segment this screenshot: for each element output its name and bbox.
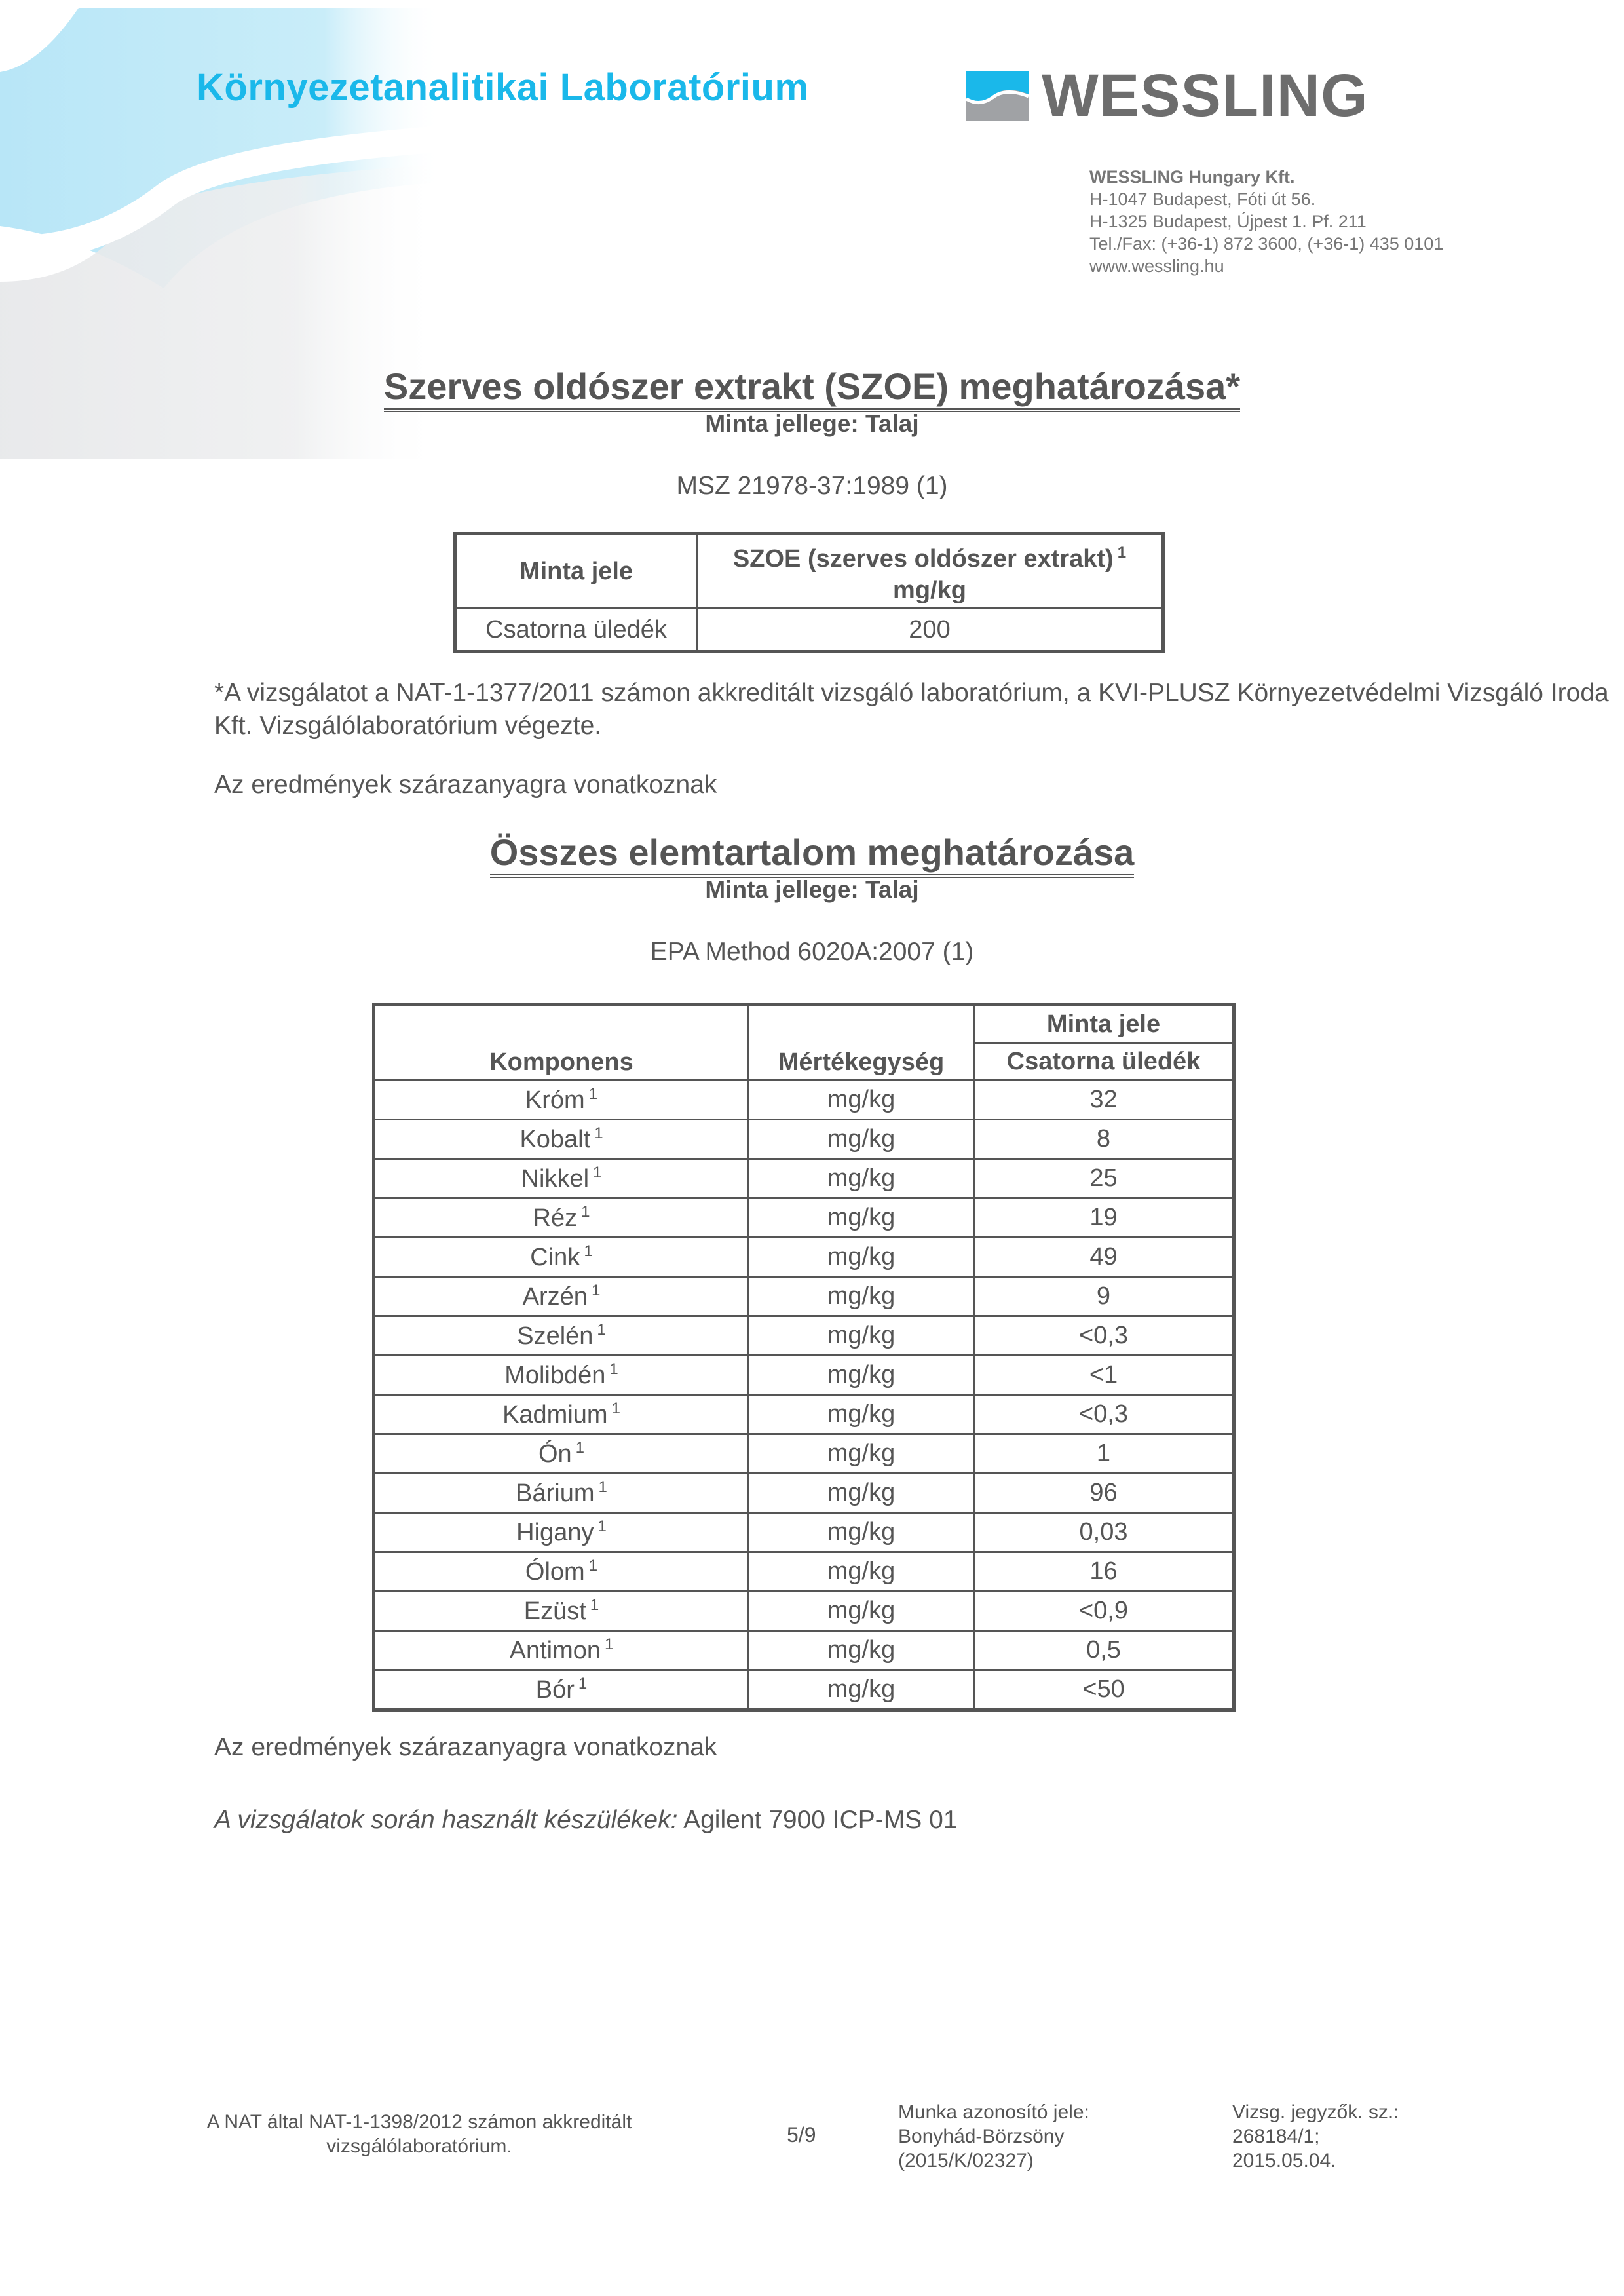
unit-header: Mértékegység (749, 1005, 974, 1081)
table-row (374, 1631, 1234, 1670)
component-cell (374, 1395, 749, 1434)
table-row (374, 1434, 1234, 1474)
component-name: Ólom (525, 1558, 585, 1586)
sample-header: Csatorna üledék (974, 1043, 1234, 1081)
table-row (374, 1159, 1234, 1198)
component-name: Kobalt (519, 1126, 591, 1153)
component-name: Kadmium (502, 1401, 608, 1428)
footnote-marker: 1 (597, 1518, 607, 1535)
value-cell: 19 (974, 1198, 1234, 1238)
unit-cell: mg/kg (749, 1592, 974, 1631)
report-label: Vizsg. jegyzők. sz.: (1232, 2101, 1399, 2123)
unit-cell: mg/kg (749, 1434, 974, 1474)
table-row (455, 609, 1163, 652)
element-results-table (372, 1003, 1236, 1712)
component-cell (374, 1631, 749, 1670)
table-row (374, 1356, 1234, 1395)
footer-work-id (898, 2100, 1089, 2173)
value-cell: 32 (974, 1081, 1234, 1120)
component-cell (374, 1277, 749, 1316)
component-cell (374, 1198, 749, 1238)
component-cell (374, 1120, 749, 1159)
company-name: WESSLING Hungary Kft. (1089, 167, 1295, 187)
component-name: Arzén (522, 1283, 588, 1311)
component-name: Bárium (516, 1480, 595, 1507)
unit-cell: mg/kg (749, 1356, 974, 1395)
component-name: Bór (535, 1676, 575, 1704)
footnote-marker: 1 (575, 1439, 585, 1457)
table-row (374, 1474, 1234, 1513)
szoe-header-label: SZOE (szerves oldószer extrakt) (732, 545, 1114, 573)
footnote-marker: 1 (597, 1321, 606, 1339)
footnote-marker: 1 (593, 1164, 602, 1181)
footnote-marker: 1 (581, 1203, 590, 1221)
component-cell (374, 1670, 749, 1710)
unit-cell: mg/kg (749, 1081, 974, 1120)
instrument-line (214, 1804, 958, 1837)
component-name: Antimon (509, 1637, 601, 1664)
report-date: 2015.05.04. (1232, 2150, 1336, 2172)
szoe-value-header (697, 534, 1163, 609)
unit-cell: mg/kg (749, 1395, 974, 1434)
footnote-marker: 1 (605, 1636, 614, 1653)
component-cell (374, 1474, 749, 1513)
footnote-marker: 1 (598, 1478, 607, 1496)
value-cell: <1 (974, 1356, 1234, 1395)
table-row (374, 1513, 1234, 1552)
dry-matter-note: Az eredmények szárazanyagra vonatkoznak (214, 771, 717, 799)
element-section-title-text: Összes elemtartalom meghatározása (490, 832, 1135, 878)
szoe-section-title-text: Szerves oldószer extrakt (SZOE) meghatározása* (384, 366, 1240, 412)
element-table-body (374, 1081, 1234, 1710)
component-header: Komponens (374, 1005, 749, 1081)
szoe-sample-type: Minta jellege: Talaj (705, 410, 919, 437)
component-cell (374, 1356, 749, 1395)
table-row (374, 1081, 1234, 1120)
footnote-marker: 1 (578, 1675, 588, 1693)
footer-accreditation (177, 2110, 662, 2158)
work-id-code: (2015/K/02327) (898, 2150, 1034, 2172)
footnote-marker: 1 (611, 1400, 620, 1417)
instrument-label: A vizsgálatok során használt készülékek: (214, 1806, 678, 1834)
instrument-value: Agilent 7900 ICP-MS 01 (683, 1806, 958, 1834)
component-name: Ón (538, 1440, 572, 1468)
component-name: Réz (533, 1204, 578, 1232)
table-row (374, 1592, 1234, 1631)
component-cell (374, 1159, 749, 1198)
value-cell: 96 (974, 1474, 1234, 1513)
table-row (374, 1552, 1234, 1592)
company-phone: Tel./Fax: (+36-1) 872 3600, (+36-1) 435 0101 (1089, 234, 1444, 254)
unit-cell: mg/kg (749, 1277, 974, 1316)
value-cell: <0,9 (974, 1592, 1234, 1631)
work-id-name: Bonyhád-Börzsöny (898, 2126, 1065, 2147)
table-row (374, 1316, 1234, 1356)
component-name: Nikkel (521, 1165, 590, 1193)
value-cell: 1 (974, 1434, 1234, 1474)
work-id-label: Munka azonosító jele: (898, 2101, 1089, 2123)
value-cell: 8 (974, 1120, 1234, 1159)
sample-id-header: Minta jele (455, 534, 697, 609)
footnote-marker: 1 (588, 1557, 598, 1575)
company-address-2: H-1325 Budapest, Újpest 1. Pf. 211 (1089, 212, 1367, 231)
report-number: 268184/1; (1232, 2126, 1320, 2147)
component-cell (374, 1552, 749, 1592)
sample-id-cell: Csatorna üledék (455, 609, 697, 652)
unit-cell: mg/kg (749, 1159, 974, 1198)
lab-title: Környezetanalitikai Laboratórium (197, 66, 809, 109)
component-name: Króm (525, 1086, 585, 1114)
component-cell (374, 1592, 749, 1631)
footnote-marker: 1 (590, 1596, 599, 1614)
company-address-block (1089, 166, 1443, 277)
accreditation-line-2: vizsgálólaboratórium. (326, 2135, 512, 2157)
value-cell: <0,3 (974, 1395, 1234, 1434)
footnote-marker: 1 (1117, 543, 1127, 562)
unit-cell: mg/kg (749, 1670, 974, 1710)
component-name: Cink (530, 1244, 580, 1271)
szoe-method: MSZ 21978-37:1989 (1) (676, 472, 948, 500)
footnote-marker: 1 (609, 1360, 618, 1378)
wessling-logo (966, 62, 1369, 129)
sample-group-header: Minta jele (974, 1005, 1234, 1043)
szoe-section-title (0, 365, 1624, 408)
accreditation-line-1: A NAT által NAT-1-1398/2012 számon akkreditált (206, 2111, 632, 2133)
unit-cell: mg/kg (749, 1238, 974, 1277)
value-cell: 25 (974, 1159, 1234, 1198)
table-row (374, 1670, 1234, 1710)
value-cell: 0,5 (974, 1631, 1234, 1670)
value-cell: 9 (974, 1277, 1234, 1316)
footnote-marker: 1 (591, 1282, 601, 1299)
unit-cell: mg/kg (749, 1120, 974, 1159)
wessling-wave-logo-icon (966, 71, 1029, 121)
value-cell: <0,3 (974, 1316, 1234, 1356)
company-address-1: H-1047 Budapest, Fóti út 56. (1089, 189, 1316, 209)
table-row (374, 1395, 1234, 1434)
component-name: Ezüst (523, 1598, 586, 1625)
component-cell (374, 1238, 749, 1277)
value-cell: 16 (974, 1552, 1234, 1592)
footnote-marker: 1 (588, 1085, 598, 1103)
unit-cell: mg/kg (749, 1198, 974, 1238)
element-section-title (0, 831, 1624, 873)
component-cell (374, 1513, 749, 1552)
element-sample-type: Minta jellege: Talaj (705, 876, 919, 903)
szoe-results-table (453, 532, 1165, 653)
szoe-header-unit: mg/kg (893, 576, 966, 604)
logo-wordmark: WESSLING (1042, 62, 1369, 129)
element-method: EPA Method 6020A:2007 (1) (650, 938, 974, 966)
component-cell (374, 1316, 749, 1356)
subcontract-footnote: *A vizsgálatot a NAT-1-1377/2011 számon akkreditált vizsgáló laboratórium, a KVI-PLUSZ Környezetvédelmi Vizsgáló Iroda Kft. Vizsgálólaboratórium végezte. (214, 679, 1609, 740)
page-number: 5/9 (787, 2123, 816, 2147)
table-header-row (374, 1005, 1234, 1043)
value-cell: 0,03 (974, 1513, 1234, 1552)
component-name: Higany (516, 1519, 594, 1546)
value-cell: <50 (974, 1670, 1234, 1710)
component-cell (374, 1081, 749, 1120)
component-name: Szelén (517, 1322, 594, 1350)
company-website: www.wessling.hu (1089, 256, 1224, 276)
footer-report-id (1232, 2100, 1399, 2173)
table-header-row (455, 534, 1163, 609)
unit-cell: mg/kg (749, 1631, 974, 1670)
table-row (374, 1120, 1234, 1159)
unit-cell: mg/kg (749, 1316, 974, 1356)
footnote-marker: 1 (594, 1124, 603, 1142)
table-row (374, 1277, 1234, 1316)
table-row (374, 1198, 1234, 1238)
dry-matter-note-2: Az eredmények szárazanyagra vonatkoznak (214, 1733, 717, 1761)
footnote-marker: 1 (584, 1242, 593, 1260)
unit-cell: mg/kg (749, 1552, 974, 1592)
unit-cell: mg/kg (749, 1513, 974, 1552)
szoe-value-cell: 200 (697, 609, 1163, 652)
table-row (374, 1238, 1234, 1277)
component-cell (374, 1434, 749, 1474)
unit-cell: mg/kg (749, 1474, 974, 1513)
value-cell: 49 (974, 1238, 1234, 1277)
component-name: Molibdén (504, 1362, 606, 1389)
